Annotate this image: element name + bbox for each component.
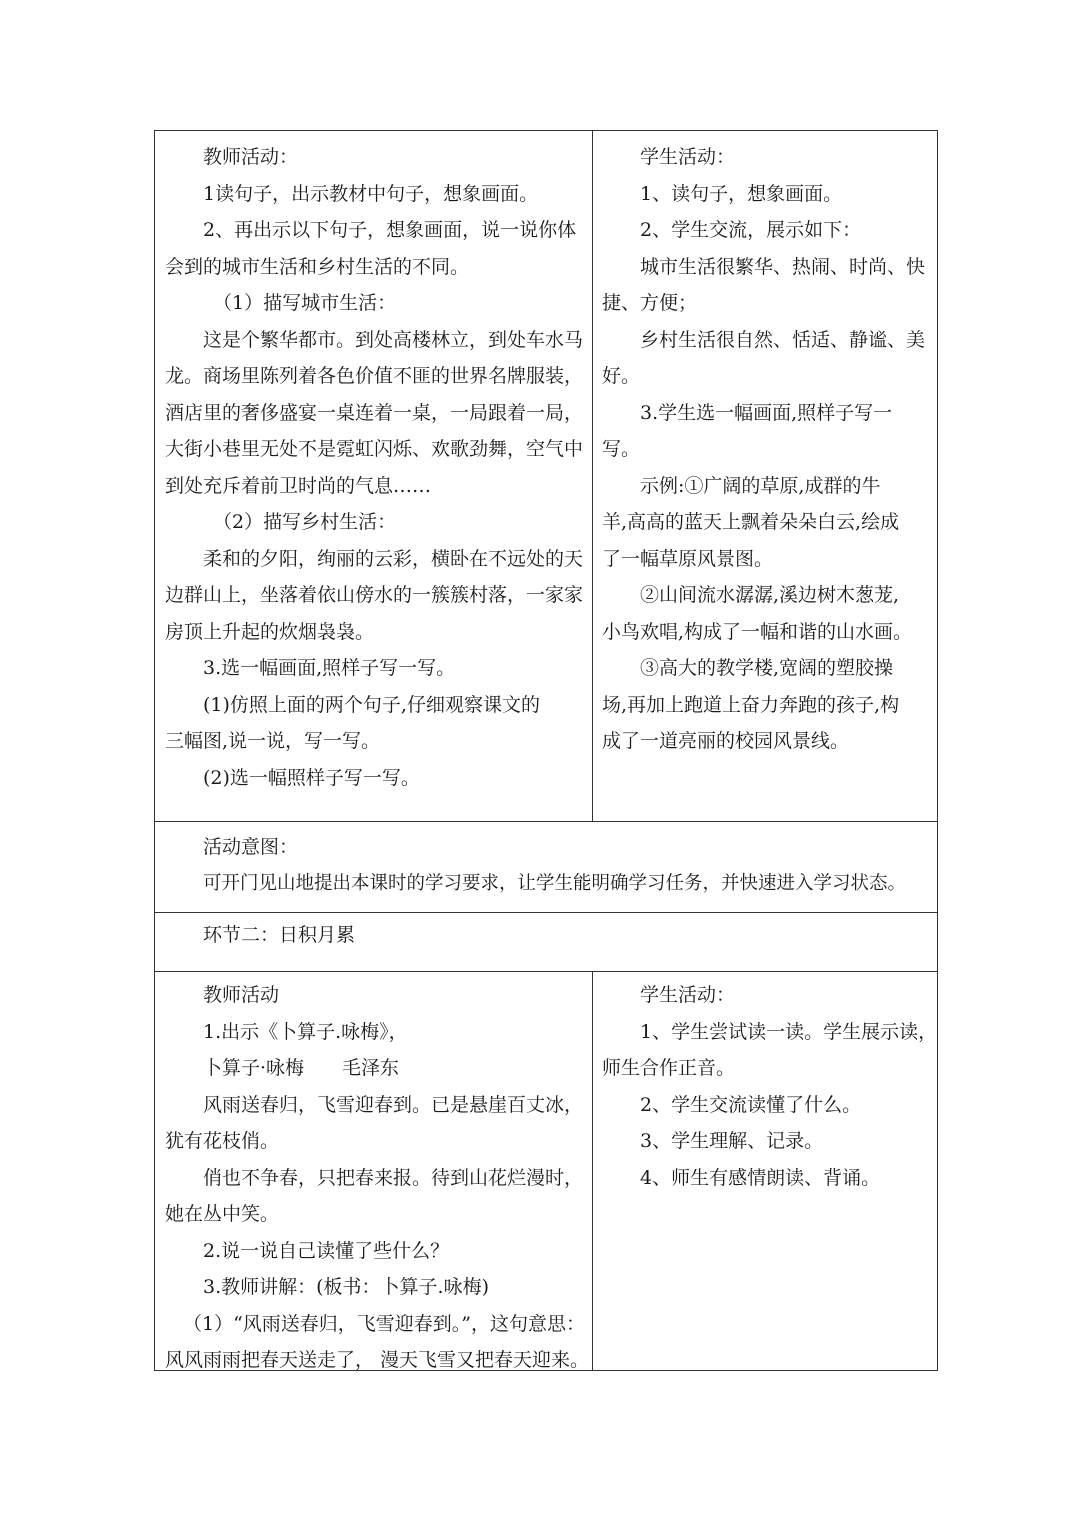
teacher-activity-cell-1 — [165, 139, 590, 796]
column-divider-1 — [592, 131, 593, 821]
teacher-line: 房顶上升起的炊烟袅袅。 — [165, 620, 375, 643]
teacher-line: （1）描写城市生活： — [213, 292, 397, 314]
student-line: 捷、方便； — [602, 292, 698, 314]
intent-heading: 活动意图： — [203, 836, 299, 858]
row-divider-2 — [155, 912, 937, 913]
teacher-line: （1）“风雨送春归，飞雪迎春到。”，这句意思： — [183, 1312, 586, 1335]
teacher-line: 3.选一幅画面,照样子写一写。 — [203, 657, 456, 679]
section-title: 环节二：日积月累 — [203, 924, 356, 946]
teacher-line: （2）描写乡村生活： — [213, 511, 397, 533]
teacher-line: (1)仿照上面的两个句子,仔细观察课文的 — [203, 693, 540, 716]
column-divider-3 — [592, 971, 593, 1371]
student-line: 1、学生尝试读一读。学生展示读， — [640, 1020, 938, 1043]
section-title-cell — [165, 917, 930, 954]
teacher-line: 三幅图,说一说，写一写。 — [165, 730, 381, 752]
poem-line: 犹有花枝俏。 — [165, 1130, 280, 1152]
teacher-line: 3.教师讲解：(板书：卜算子.咏梅) — [203, 1276, 489, 1298]
student-line: 示例:①广阔的草原,成群的牛 — [640, 474, 881, 497]
teacher-heading: 教师活动 — [203, 984, 280, 1006]
teacher-line: 边群山上，坐落着依山傍水的一簇簇村落，一家家 — [165, 584, 584, 606]
student-line: ③高大的教学楼,宽阔的塑胶操 — [640, 657, 894, 679]
poem-title: 卜算子·咏梅 毛泽东 — [203, 1057, 400, 1079]
teacher-line: 大街小巷里无处不是霓虹闪烁、欢歌劲舞，空气中 — [165, 438, 584, 460]
teacher-line: 2.说一说自己读懂了些什么？ — [203, 1239, 450, 1262]
teacher-line: 会到的城市生活和乡村生活的不同。 — [165, 255, 470, 278]
teacher-line: 1读句子，出示教材中句子，想象画面。 — [203, 182, 539, 205]
poem-line: 她在丛中笑。 — [165, 1203, 280, 1225]
teacher-line: 这是个繁华都市。到处高楼林立，到处车水马 — [203, 328, 584, 351]
student-line: 4、师生有感情朗读、背诵。 — [640, 1166, 881, 1189]
student-line: 羊,高高的蓝天上飘着朵朵白云,绘成 — [602, 511, 900, 533]
teacher-line: 到处充斥着前卫时尚的气息…… — [165, 474, 432, 497]
teacher-line: (2)选一幅照样子写一写。 — [203, 766, 420, 789]
teacher-line: 2、再出示以下句子，想象画面，说一说你体 — [203, 219, 577, 241]
teacher-heading: 教师活动： — [203, 146, 299, 168]
student-line: 成了一道亮丽的校园风景线。 — [602, 730, 850, 752]
student-line: 3、学生理解、记录。 — [640, 1130, 824, 1152]
student-heading: 学生活动： — [640, 146, 736, 168]
student-line: 师生合作正音。 — [602, 1057, 736, 1079]
student-line: 乡村生活很自然、恬适、静谧、美 — [640, 328, 926, 351]
activity-intent-cell — [165, 829, 930, 902]
student-line: 3.学生选一幅画面,照样子写一 — [640, 401, 893, 424]
student-activity-cell-2 — [602, 977, 938, 1196]
student-line: 2、学生交流，展示如下： — [640, 219, 862, 241]
student-line: 写。 — [602, 438, 641, 460]
teacher-activity-cell-2 — [165, 977, 590, 1379]
poem-line: 风雨送春归，飞雪迎春到。已是悬崖百丈冰， — [203, 1093, 584, 1116]
row-divider-3 — [155, 971, 937, 972]
student-heading: 学生活动： — [640, 984, 736, 1006]
student-line: 好。 — [602, 365, 641, 387]
student-line: 了一幅草原风景图。 — [602, 547, 774, 570]
intent-text: 可开门见山地提出本课时的学习要求，让学生能明确学习任务，并快速进入学习状态。 — [203, 872, 907, 894]
lesson-table — [154, 130, 938, 1371]
teacher-line: 风风雨雨把春天送走了， 漫天飞雪又把春天迎来。 — [165, 1349, 590, 1371]
student-line: 小鸟欢唱,构成了一幅和谐的山水画。 — [602, 620, 913, 643]
student-activity-cell-1 — [602, 139, 932, 760]
teacher-line: 龙。商场里陈列着各色价值不匪的世界名牌服装， — [165, 365, 584, 387]
teacher-line: 1.出示《卜算子.咏梅》， — [203, 1020, 408, 1043]
poem-line: 俏也不争春，只把春来报。待到山花烂漫时， — [203, 1166, 584, 1189]
teacher-line: 酒店里的奢侈盛宴一桌连着一桌，一局跟着一局， — [165, 401, 584, 424]
student-line: 2、学生交流读懂了什么。 — [640, 1093, 862, 1116]
row-divider-1 — [155, 821, 937, 822]
teacher-line: 柔和的夕阳，绚丽的云彩，横卧在不远处的天 — [203, 547, 584, 570]
student-line: ②山间流水潺潺,溪边树木葱茏, — [640, 584, 900, 606]
student-line: 1、读句子，想象画面。 — [640, 182, 843, 205]
student-line: 场,再加上跑道上奋力奔跑的孩子,构 — [602, 693, 900, 716]
student-line: 城市生活很繁华、热闹、时尚、快 — [640, 255, 926, 278]
